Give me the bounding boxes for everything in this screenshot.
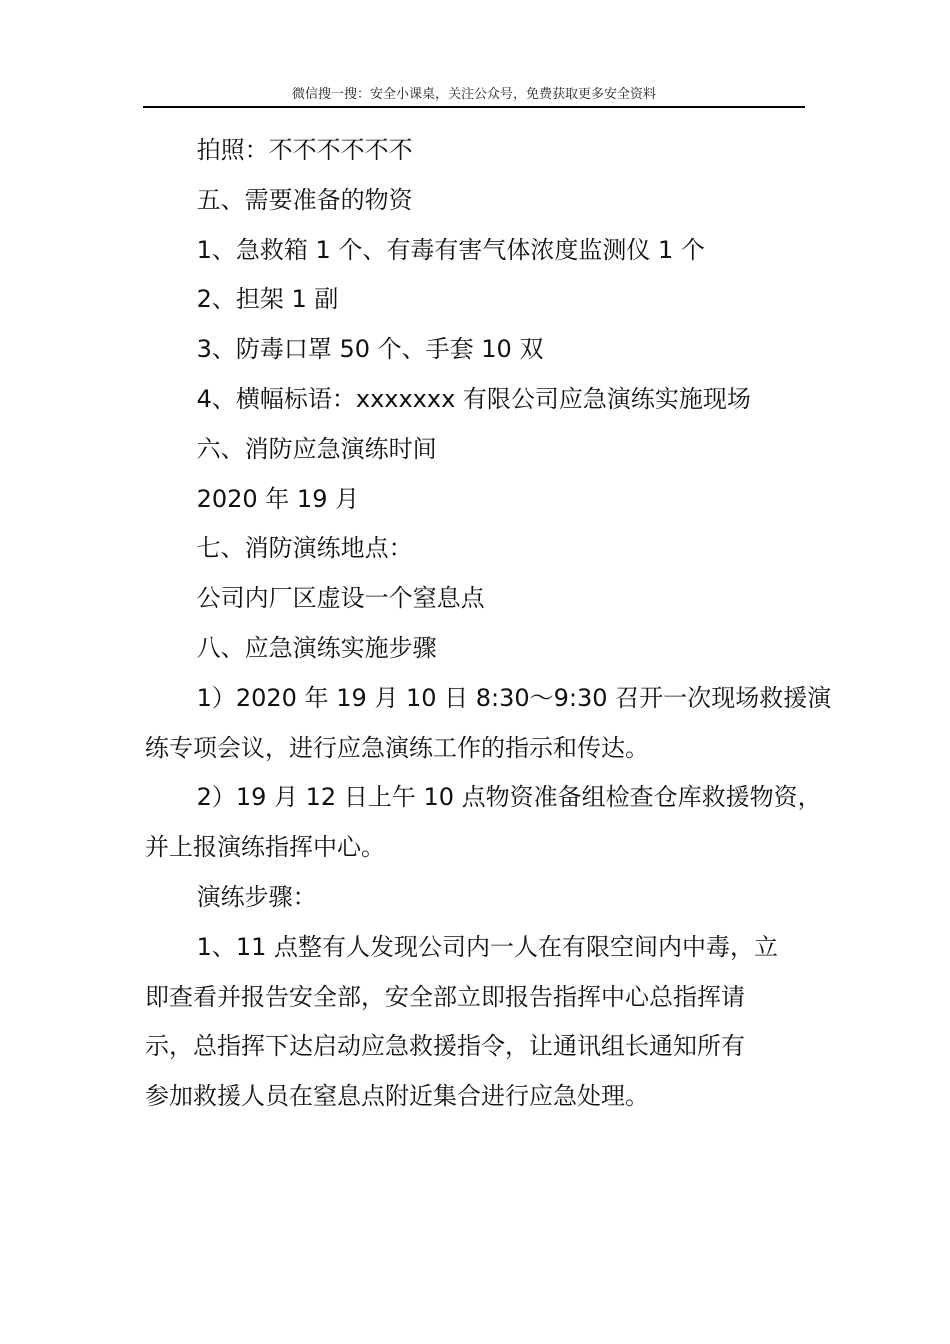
section-8-heading: 八、应急演练实施步骤 [196,633,437,662]
step-1-line-2: 练专项会议，进行应急演练工作的指示和传达。 [145,733,649,762]
header-text: 微信搜一搜：安全小课桌，关注公众号，免费获取更多安全资料 [291,87,656,102]
page-header [143,84,805,108]
supply-item-1: 1、急救箱 1 个、有毒有害气体浓度监测仪 1 个 [196,235,705,264]
supply-item-4: 4、横幅标语：xxxxxxx 有限公司应急演练实施现场 [196,384,751,413]
photo-line: 拍照：不不不不不不 [196,136,413,164]
step-1-line-1: 1）2020 年 19 月 10 日 8:30～9:30 召开一次现场救援演 [196,683,832,712]
detail-line-3: 示，总指挥下达启动应急救援指令，让通讯组长通知所有 [145,1032,745,1061]
section-7-heading: 七、消防演练地点： [196,534,413,563]
detail-line-4: 参加救援人员在窒息点附近集合进行应急处理。 [145,1082,649,1111]
drill-location: 公司内厂区虚设一个窒息点 [196,584,485,613]
supply-item-2: 2、担架 1 副 [196,285,339,314]
detail-line-2: 即查看并报告安全部，安全部立即报告指挥中心总指挥请 [145,982,745,1011]
step-2-line-2: 并上报演练指挥中心。 [145,833,385,862]
step-2-line-1: 2）19 月 12 日上午 10 点物资准备组检查仓库救援物资， [196,783,822,812]
section-5-heading: 五、需要准备的物资 [196,185,413,214]
supply-item-3: 3、防毒口罩 50 个、手套 10 双 [196,335,544,364]
drill-time: 2020 年 19 月 [196,484,360,513]
section-6-heading: 六、消防应急演练时间 [196,434,437,463]
detail-line-1: 1、11 点整有人发现公司内一人在有限空间内中毒，立 [196,932,779,961]
steps-heading: 演练步骤： [196,882,317,911]
document-body [145,126,832,1122]
